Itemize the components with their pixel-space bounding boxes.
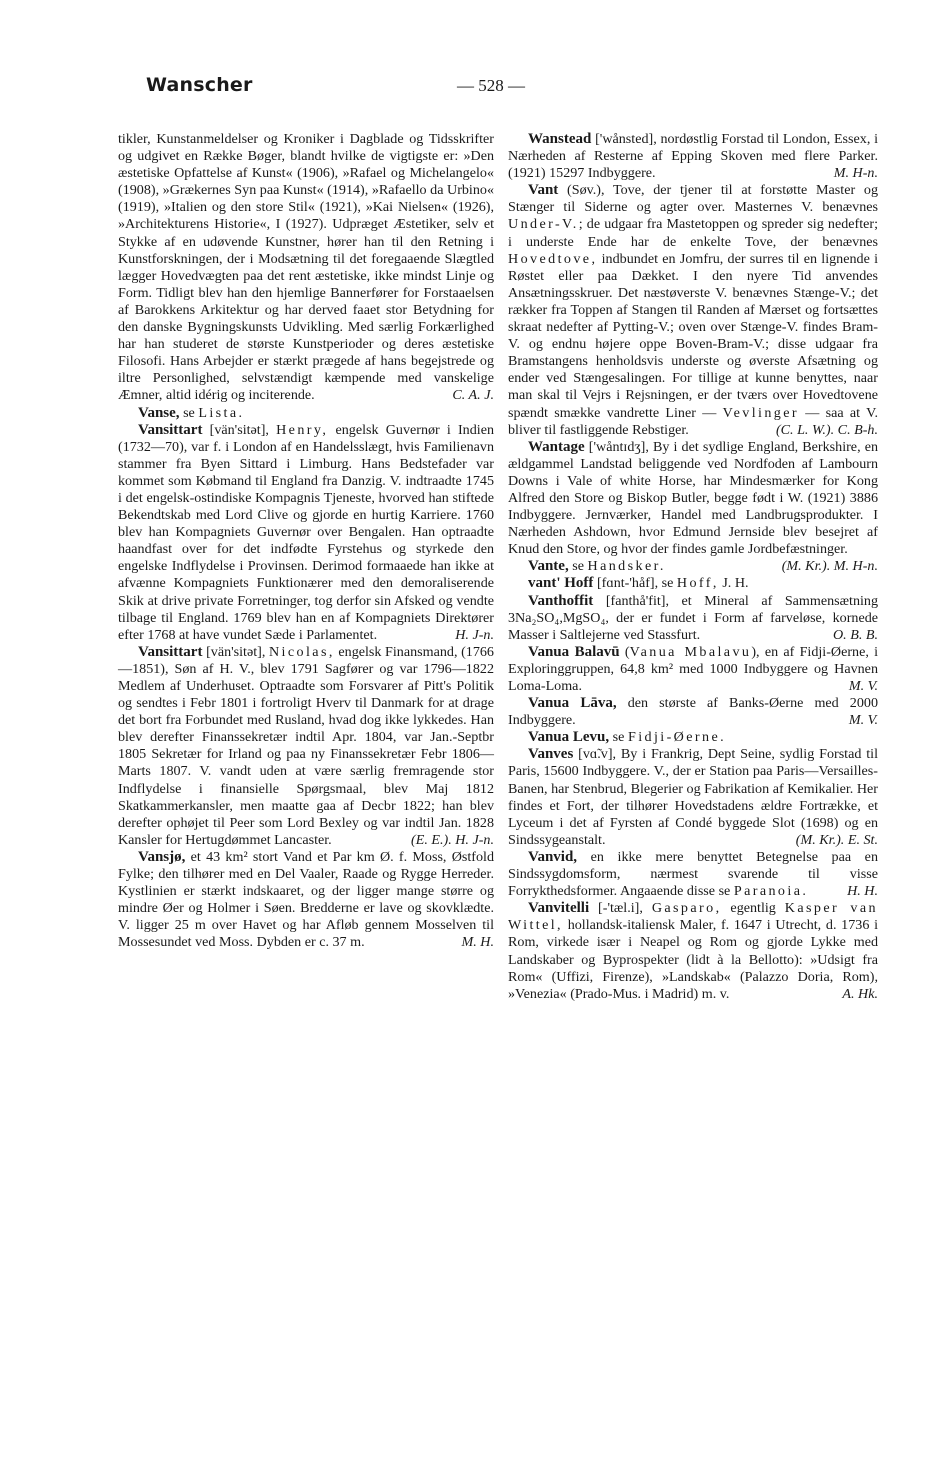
signature: H. J-n. bbox=[455, 626, 494, 643]
signature: M. H. bbox=[461, 934, 494, 951]
entry-vanua-balavu: Vanua Balavū (Vanua Mbalavu), en af Fidji-Øerne, i Exploringgruppen, 64,8 km² med 1000 Indbyggere og Havnen Loma-Loma. M. V. bbox=[508, 643, 879, 694]
signature: (M. Kr.). E. St. bbox=[795, 831, 878, 848]
signature: (C. L. W.). C. B-h. bbox=[775, 421, 878, 438]
signature: H. H. bbox=[847, 883, 878, 900]
entry-vanvitelli: Vanvitelli [-'tæl.i], Gasparo, egentlig Kasper van Wittel, hollandsk-italiensk Maler, f. 1647 i Utrecht, d. 1736 i Rom, virkede især i Neapel og Rom og gjorde Lykke med Landskaber og Byprospekter (lidt à la Bellotto): »Udsigt fra Rom« (Uffizi, Firenze), »Landskab« (Palazzo Doria, Rom), »Venezia« (Prado-Mus. i Madrid) m. v. A. Hk. bbox=[508, 900, 878, 1002]
headword: Vanse, bbox=[138, 404, 180, 421]
entry-wantage: Wantage ['wåntɪdʒ], By i det sydlige England, Berkshire, en ældgammel Landstad beliggende ved Nordfoden af Lambourn Downs i Vale of white Horse, har Mindesmærker for Kong Alfred den Store og Biskop Butler, begge født i W. (1921) 3886 Indbyggere. Jernværker, Handel med Landbrugsprodukter. I Nærheden Ashdown, hvor Edmund Jernside blev besejret af Knud den Store, og hvor der findes gamle Jordbefæstninger. (M. Kr.). M. H-n. bbox=[508, 438, 878, 575]
entry-vanvid: Vanvid, en ikke mere benyttet Betegnelse paa en Sindssygdomsform, nærmest svarende til visse Forrykthedsformer. Angaaende disse se Paranoia. H. H. bbox=[508, 848, 878, 900]
entry-vanse: Vanse, se Lista. bbox=[138, 404, 245, 421]
signature: A. Hk. bbox=[842, 985, 878, 1002]
headword: Vanvitelli bbox=[528, 900, 590, 917]
headword: Vansjø, bbox=[138, 848, 186, 865]
entry-vanua-lava: Vanua Lāva, den største af Banks-Øerne med 2000 Indbyggere. M. V. bbox=[508, 695, 878, 729]
headword: Vanua Balavū bbox=[528, 643, 620, 660]
entry-vante: Vante, se Handsker. bbox=[528, 558, 666, 575]
headword: Vante, bbox=[528, 558, 569, 575]
headword: Vant bbox=[528, 182, 559, 199]
signature: M. V. bbox=[848, 678, 878, 694]
page-header bbox=[140, 74, 882, 104]
headword: Vansittart bbox=[138, 421, 203, 438]
headword: Wantage bbox=[528, 438, 585, 455]
entry-vansittart-nicolas: Vansittart [vän'sitət], Nicolas, engelsk Finansmand, (1766—1851), Søn af H. V., blev 1791 Sagfører og var 1796—1822 Medlem af Underhuset. Optraadte som Forsvarer af Pitt's Politik og sendtes i Febr 1801 i fortroligt Hverv til Danmark for at drage det bort fra Forbundet med Rusland, hvad dog ikke lykkedes. Han blev derefter Finanssekretær indtil Apr. 1804, var Jan.-Septbr 1805 Sekretær for Irland og paa ny Finanssekretær Febr 1806—Marts 1807. V. vandt uden at være særlig fremragende stor Indflydelse i finansielle Spørgsmaal, blev Maj 1812 Skatkammerkansler, men maatte gaa af Decbr 1822; han blev derefter ophøjet til Peer som Lord Bexley og var indtil Jan. 1828 Kansler for Hertugdømmet Lancaster. (E. E.). H. J-n. bbox=[118, 643, 494, 848]
headword: Vanthoffit bbox=[528, 592, 594, 609]
entry-vanua-levu: Vanua Levu, se Fidji-Øerne. bbox=[528, 729, 727, 746]
headword: Vanua Lāva, bbox=[528, 695, 617, 712]
entry-vansittart-henry: Vansittart [vän'sitət], Henry, engelsk Guvernør i Indien (1732—70), var f. i London af en Handelsslægt, hvis Familienavn stammer fra Byen Sittard i Limburg. Hans Bedstefader var kommet som Købmand til England fra Danzig. V. indtraadte 1745 i det engelsk-ostindiske Kompagnis Tjeneste, hvorved han stiftede Bekendtskab med Lord Clive og gjorde en hurtig Karriere. 1760 blev han Kompagniets Guvernør over Bengalen. Han optraadte haandfast over for det indfødte Fyrstehus og styrkede den engelske Indflydelse i Provinsen. Derimod formaaede han ikke at afvænne Kompagniets Funktionærer med den demoraliserende Skik at drive private Forretninger, tog derfor sin Afsked og vendte tilbage til England. 1769 blev han en af Kompagniets Direktører efter 1768 at have vundet Sæde i Parlamentet. H. J-n. bbox=[118, 421, 494, 643]
entry-vanves: Vanves [vɑ̃.v], By i Frankrig, Dept Seine, sydlig Forstad til Paris, 15600 Indbyggere. V., der er Station paa Paris—Versailles-Banen, har Stenbrud, Blegerier og Fabrikation af Kemikalier. Her findes et Fort, der tilhører Hovedstadens ældre Fortrække, et Lyceum i det af Fyrsten af Condé byggede Slot (1698) og en Sindssygeanstalt. (M. Kr.). E. St. bbox=[508, 746, 878, 848]
page-number: — 528 — bbox=[457, 76, 525, 95]
entry-vant: Vant (Søv.), Tove, der tjener til at forstøtte Master og Stænger til Siderne og agter over. Masternes V. benævnes Under-V.; de udgaar fra Mastetoppen og spreder sig nedefter; i underste Ende har de enkelte Tove, der benævnes Hovedtove, indbundet en Jomfru, der surres til en lignende i Røstet eller paa Dækket. I den nyere Tid anvendes Ansætningsskruer. Det næstøverste V. benævnes Stænge-V.; det rækker fra Toppen af Stangen til Randen af Mærset og fortsættes skraat nedefter af Pytting-V.; oven over Stænge-V. findes Bram-V. og endnu højere oppe Boven-Bram-V.; disse udgaar fra Bramstangens henholdsvis underste og øverste Afsætning og ender ved Stængesalingen. For tillige at kunne benyttes, naar man skal til Vejrs i Rejsningen, er der tværs over Hovedtovene spændt smække vandrette Liner — Vevlinger — saa at V. bliver til fastliggende Rebstiger. (C. L. W.). C. B-h. bbox=[508, 182, 878, 438]
signature: (M. Kr.). M. H-n. bbox=[781, 558, 878, 575]
entry-wanstead: Wanstead ['wånsted], nordøstlig Forstad til London, Essex, i Nærheden af Resterne af Epping Skoven med flere Parker. (1921) 15297 Indbyggere. M. H-n. bbox=[508, 131, 878, 182]
headword: Wanstead bbox=[528, 131, 592, 147]
headword: Vansittart bbox=[138, 643, 203, 660]
headword: Vanua Levu, bbox=[528, 729, 610, 746]
signature: M. H-n. bbox=[833, 165, 878, 182]
headword: Vanvid, bbox=[528, 848, 578, 865]
right-column bbox=[508, 131, 878, 1003]
entry-vanthoffit: Vanthoffit [fanthå'fit], et Mineral af Sammensætning 3Na₂SO₄,MgSO₄, der er fundet i Form af farveløse, kornede Masser i Saltlejerne ved Stassfurt. O. B. B. bbox=[508, 592, 878, 643]
entry-wanscher-continuation: tikler, Kunstanmeldelser og Kroniker i Dagblade og Tidsskrifter og udgivet en Række Bøger, blandt hvilke de vigtigste er: »Den æstetiske Opfattelse af Kunst« (1906), »Rafael og Michelangelo« (1908), »Grækernes Syn paa Kunst« (1914), »Rafaello da Urbino« (1919), »Italien og den store Stil« (1921), »Kai Nielsen« (1926), »Architekturens Historie«, I (1927). Udpræget Æstetiker, selv et Stykke af en udøvende Kunstner, hører han til den Retning i Kunstforskningen, der i Modsætning til det foregaaende Slægtled lægger Hovedvægten paa det rent æstetiske, ikke mindst Linje og Form. Tidligt blev han den hjemlige Bannerfører for Forstaaelsen af Barokkens Arkitektur og har derved faaet stor Betydning for den danske Bygningskunsts Udvikling. Med særlig Forkærlighed har han studeret de største Kunstperioder og deres æstetiske Filosofi. Hans Arbejder er stærkt prægede af hans begejstrede og iltre Personlighed, selvstændigt kæmpende med vanskelige Æmner, altid idérig og inciterende. C. A. J. bbox=[118, 131, 494, 404]
headword: Vanves bbox=[528, 746, 574, 763]
signature: O. B. B. bbox=[832, 626, 878, 643]
running-head: Wanscher bbox=[146, 74, 253, 96]
headword: vant' Hoff bbox=[528, 575, 594, 592]
entry-vant-hoff: vant' Hoff [fɑnt-'håf], se Hoff, J. H. bbox=[528, 575, 749, 592]
entry-vansjo: Vansjø, et 43 km² stort Vand et Par km Ø. f. Moss, Østfold Fylke; den tilhører med en Del Vaaler, Raade og Rygge Herreder. Kystlinien er stærkt indskaaret, og der ligger mange større og mindre Øer og Holmer i Søen. Bredderne er lave og skovklædte. V. ligger 25 m over Havet og har Afløb gennem Mosselven til Mossesundet ved Moss. Dybden er c. 37 m. M. H. bbox=[118, 848, 494, 951]
signature: M. V. bbox=[848, 712, 878, 729]
signature: C. A. J. bbox=[452, 387, 494, 404]
left-column bbox=[118, 131, 494, 952]
signature: (E. E.). H. J-n. bbox=[411, 831, 494, 848]
